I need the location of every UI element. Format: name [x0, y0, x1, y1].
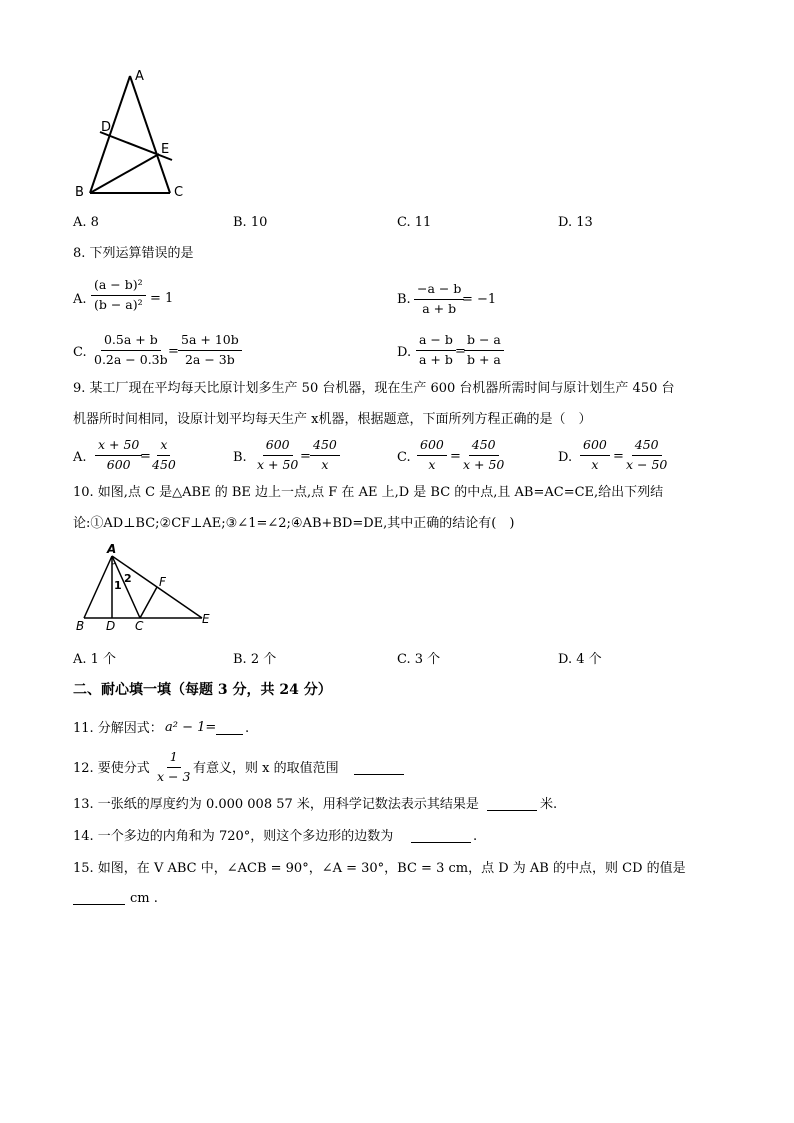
q12-prefix: 12. 要使分式	[73, 761, 150, 776]
q8-d-fraction-right	[464, 334, 504, 366]
label-c: C	[135, 619, 144, 633]
label-a: A	[135, 69, 144, 84]
q9-b-label: B.	[233, 450, 247, 465]
q12-blank	[354, 762, 404, 778]
label-d: D	[106, 619, 116, 633]
q8-c-numerator-left: 0.5a + b	[101, 334, 161, 351]
q9-b-denominator-right: x	[321, 456, 329, 472]
q14-text: 14. 一个多边的内角和为 720°，则这个多边形的边数为	[73, 829, 394, 844]
q8-d-denominator-right: b + a	[467, 351, 501, 367]
q11-blank	[216, 722, 243, 738]
q9-c-denominator-left: x	[428, 456, 436, 472]
q9-c-numerator-right: 450	[469, 439, 499, 456]
q9-d-denominator-left: x	[591, 456, 599, 472]
q8-a-label: A.	[73, 292, 87, 307]
q9-b-equals: =	[300, 449, 311, 464]
q9-b-denominator-left: x + 50	[257, 456, 299, 472]
q8-d-denominator-left: a + b	[419, 351, 453, 367]
q8-b-denominator: a + b	[422, 300, 457, 316]
q8-c-equals: =	[168, 344, 179, 359]
q10-option-d: D. 4 个	[558, 652, 602, 667]
q12-fraction	[154, 751, 193, 783]
label-e: E	[161, 142, 170, 157]
q14-blank	[411, 830, 471, 846]
q9-a-fraction-right	[149, 439, 179, 471]
label-b: B	[76, 619, 85, 633]
label-c: C	[174, 185, 184, 200]
q11-suffix: .	[245, 721, 250, 736]
q9-d-fraction-left	[580, 439, 610, 471]
q15-blank	[73, 892, 125, 908]
q9-c-label: C.	[397, 450, 411, 465]
side-ab	[84, 556, 112, 618]
label-b: B	[75, 185, 84, 200]
q9-a-denominator-left: 600	[106, 456, 131, 472]
q8-c-denominator-left: 0.2a − 0.3b	[94, 351, 168, 367]
q8-d-numerator-right: b − a	[464, 334, 504, 351]
q8-b-numerator: −a − b	[414, 283, 464, 300]
label-d: D	[101, 120, 112, 135]
q10-line-2: 论:①AD⊥BC;②CF⊥AE;③∠1=∠2;④AB+BD=DE,其中正确的结论有( )	[73, 516, 515, 531]
q9-d-denominator-right: x − 50	[626, 456, 668, 472]
q8-a-rhs: = 1	[150, 291, 174, 306]
q9-line-1: 9. 某工厂现在平均每天比原计划多生产 50 台机器，现在生产 600 台机器所需时间与原计划生产 450 台	[73, 381, 675, 396]
q12-denominator: x − 3	[157, 768, 191, 784]
q11-prefix: 11. 分解因式：	[73, 721, 163, 736]
q8-d-numerator-left: a − b	[416, 334, 456, 351]
q9-d-numerator-right: 450	[632, 439, 662, 456]
q9-d-label: D.	[558, 450, 573, 465]
q8-c-fraction-left	[91, 334, 171, 366]
q9-c-fraction-right	[460, 439, 507, 471]
label-e: E	[202, 612, 210, 626]
q7-option-a: A. 8	[73, 215, 99, 230]
q9-a-numerator-right: x	[157, 439, 170, 456]
q13-suffix: 米.	[540, 797, 558, 812]
segment-cf	[140, 587, 157, 618]
q8-a-fraction	[91, 279, 146, 311]
q8-c-numerator-right: 5a + 10b	[178, 334, 242, 351]
q8-c-label: C.	[73, 345, 87, 360]
q9-d-equals: =	[613, 449, 624, 464]
q15-line-1: 15. 如图，在 V ABC 中，∠ACB = 90°，∠A = 30°，BC = 3 cm，点 D 为 AB 的中点，则 CD 的值是	[73, 861, 686, 876]
q8-d-equals: =	[455, 344, 466, 359]
q9-a-equals: =	[140, 449, 151, 464]
q9-a-denominator-right: 450	[152, 456, 176, 472]
q9-a-numerator-left: x + 50	[95, 439, 142, 456]
q12-numerator: 1	[167, 751, 181, 768]
q8-b-rhs: = −1	[462, 292, 497, 307]
q9-b-numerator-left: 600	[263, 439, 293, 456]
q9-c-fraction-left	[417, 439, 447, 471]
section-2-heading: 二、耐心填一填（每题 3 分，共 24 分）	[73, 682, 332, 698]
q9-a-fraction-left	[95, 439, 142, 471]
label-a: A	[107, 542, 117, 556]
q9-b-fraction-right	[310, 439, 340, 471]
q7-option-c: C. 11	[397, 215, 432, 230]
q8-a-denominator: (b − a)²	[94, 296, 143, 312]
q9-b-fraction-left	[254, 439, 301, 471]
q10-option-b: B. 2 个	[233, 652, 277, 667]
q13-text: 13. 一张纸的厚度约为 0.000 008 57 米，用科学记数法表示其结果是	[73, 797, 479, 812]
q10-option-c: C. 3 个	[397, 652, 441, 667]
triangle-figure-q10	[70, 540, 220, 635]
side-ac	[130, 76, 170, 193]
q14-suffix: .	[473, 829, 478, 844]
q8-c-fraction-right	[178, 334, 242, 366]
label-angle-2: 2	[124, 572, 132, 585]
q8-d-fraction-left	[416, 334, 456, 366]
q12-suffix: 有意义，则 x 的取值范围	[193, 761, 339, 776]
q9-d-numerator-left: 600	[580, 439, 610, 456]
q9-c-equals: =	[450, 449, 461, 464]
q9-b-numerator-right: 450	[310, 439, 340, 456]
q8-d-label: D.	[397, 345, 412, 360]
q9-c-numerator-left: 600	[417, 439, 447, 456]
q11-expression: a² − 1=	[165, 720, 217, 735]
q8-b-label: B.	[397, 292, 411, 307]
q8-stem: 8. 下列运算错误的是	[73, 246, 194, 261]
q8-b-fraction	[414, 283, 464, 315]
q10-option-a: A. 1 个	[73, 652, 117, 667]
q10-line-1: 10. 如图,点 C 是△ABE 的 BE 边上一点,点 F 在 AE 上,D 是 BC 的中点,且 AB=AC=CE,给出下列结	[73, 485, 664, 500]
q7-option-b: B. 10	[233, 215, 268, 230]
triangle-figure-q7	[70, 68, 195, 203]
q13-blank	[487, 798, 537, 814]
q9-c-denominator-right: x + 50	[463, 456, 505, 472]
q9-line-2: 机器所时间相同，设原计划平均每天生产 x机器，根据题意，下面所列方程正确的是（ ）	[73, 412, 592, 427]
q8-a-numerator: (a − b)²	[91, 279, 146, 296]
label-f: F	[159, 575, 166, 589]
q8-c-denominator-right: 2a − 3b	[184, 351, 235, 367]
q7-option-d: D. 13	[558, 215, 593, 230]
label-angle-1: 1	[114, 579, 122, 592]
q15-unit: cm .	[130, 891, 158, 906]
q9-a-label: A.	[73, 450, 87, 465]
q9-d-fraction-right	[623, 439, 670, 471]
